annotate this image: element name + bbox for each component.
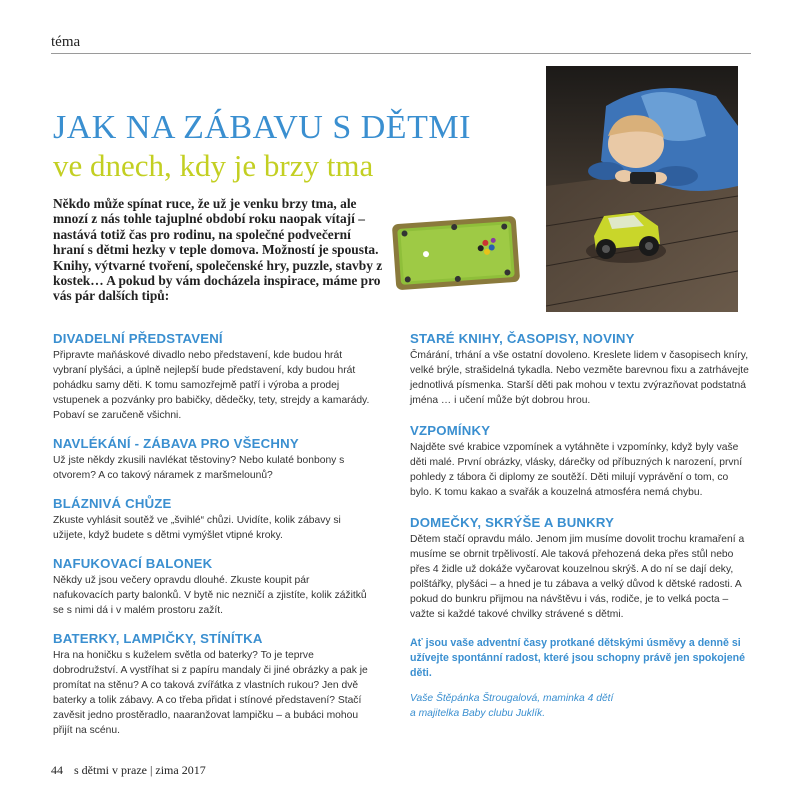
section-heading: DOMEČKY, SKRÝŠE A BUNKRY <box>410 515 615 530</box>
left-column <box>53 330 371 750</box>
issue-label: | zima 2017 <box>149 763 206 777</box>
section-block <box>53 630 371 738</box>
top-rule <box>51 53 751 54</box>
section-heading: NAVLÉKÁNÍ - ZÁBAVA PRO VŠECHNY <box>53 436 299 451</box>
board-game-illustration <box>388 210 524 296</box>
section-heading: VZPOMÍNKY <box>410 423 491 438</box>
section-text: Zkuste vyhlásit soutěž ve „švihlé“ chůzi. Uvidíte, kolik zábavy si užijete, když budete s dětmi vymýšlet vtipné kroky. <box>53 515 341 541</box>
signature <box>410 691 750 721</box>
section-label: téma <box>51 34 81 50</box>
article-title: JAK NA ZÁBAVU S DĚTMI <box>53 109 471 146</box>
article-subtitle: ve dnech, kdy je brzy tma <box>53 148 374 183</box>
section-text: Připravte maňáskové divadlo nebo představení, kde budou hrát vybraní plyšáci, a úplně nejlepší bude představení, kdy budou hrát pohádku samy děti. K tomu samozřejmě patří i výroba a prodej vstupenek a pozvánky pro babičky, dědečky, tety, strejdy a kamarády. Pobaví se zaručeně všichni. <box>53 350 370 421</box>
section-block <box>53 435 371 483</box>
section-text: Čmárání, trhání a vše ostatní dovoleno. Kreslete lidem v časopisech kníry, velké brýle, strašidelná tykadla. Nebo vezměte barevnou fixu a zatrhávejte jednotlivá písmenka. Starší děti pak mohou v textu zvýrazňovat podstatná jména … i učení může být dobrou hrou. <box>410 350 749 406</box>
section-block <box>410 422 750 500</box>
section-text: Už jste někdy zkusili navlékat těstoviny? Nebo kulaté bonbony s otvorem? A co takový náramek z maršmelounů? <box>53 455 345 481</box>
section-block <box>53 330 371 423</box>
section-text: Najděte své krabice vzpomínek a vytáhněte i vzpomínky, když byly vaše děti malé. První obrázky, vlásky, dárečky od příbuzných k narození, první pohledy z tábora či diplomy ze soutěží. Děti milují vyprávění o tom, co bylo. K tomu kakao a svařák a kouzelná atmosféra nemá chybu. <box>410 442 743 498</box>
closing-wish: Ať jsou vaše adventní časy protkané dětskými úsměvy a denně si užívejte spontánní radost, které jsou schopny právě jen spokojené děti. <box>410 637 745 679</box>
intro-paragraph: Někdo může spínat ruce, že už je venku brzy tma, ale mnozí z nás tohle tajuplné období roku naopak vítají – nastává totiž čas pro rodinu, na společné podvečerní hraní s dětmi hezky v teple domova. Možností je spousta. Knihy, výtvarné tvoření, společenské hry, puzzle, stavby z kostek… A pokud by vám docházela inspirace, máme pro vás pár dalších tipů: <box>53 196 383 304</box>
signature-line-2: a majitelka Baby clubu Juklík. <box>410 708 546 719</box>
section-heading: BLÁZNIVÁ CHŮZE <box>53 496 172 511</box>
right-column <box>410 330 750 721</box>
section-text: Někdy už jsou večery opravdu dlouhé. Zkuste koupit pár nafukovacích party balonků. V bytě nic nezničí a zjistíte, kolik zážitků se s nimi dá i v malém prostoru zažít. <box>53 575 367 616</box>
section-heading: NAFUKOVACÍ BALONEK <box>53 556 213 571</box>
section-heading: BATERKY, LAMPIČKY, STÍNÍTKA <box>53 631 263 646</box>
page-footer <box>51 763 206 778</box>
section-heading: STARÉ KNIHY, ČASOPISY, NOVINY <box>410 331 635 346</box>
section-block <box>53 495 371 543</box>
signature-line-1: Vaše Štěpánka Štrougalová, maminka 4 dětí <box>410 693 614 704</box>
section-block <box>410 330 750 408</box>
section-block <box>410 514 750 622</box>
page-number: 44 <box>51 763 63 777</box>
photo-child-toy-car <box>546 66 738 312</box>
section-text: Hra na honičku s kuželem světla od baterky? To je teprve dobrodružství. A vystříhat si z papíru mandaly či jiné obrázky a pak je promítat na stěnu? A co taková zvířátka z vlastních rukou? Jen dvě baterky a tolik zábavy. A co třeba přidat i stínové představení? Stačí zavěsit jedno prostěradlo, naaranžovat lampičku – a bubáci mohou přijít na scénu. <box>53 650 368 736</box>
section-block <box>53 555 371 618</box>
magazine-name: s dětmi v praze <box>74 763 147 777</box>
section-text: Dětem stačí opravdu málo. Jenom jim musíme dovolit trochu kramaření a musíme se obrnit trpělivostí. Ale taková přehozená deka přes stůl nebo přes 4 židle už dokáže vyčarovat kouzelnou skrýš. A do ní se dají deky, polštářky, plyšáci – a hned je tu zábava a velký důvod k dětské radosti. A pokud do bunkru přijmou na návštěvu i vás, rodiče, je to velká pocta – važte si každé takové chvilky strávené s dětmi. <box>410 534 745 620</box>
section-heading: DIVADELNÍ PŘEDSTAVENÍ <box>53 331 223 346</box>
